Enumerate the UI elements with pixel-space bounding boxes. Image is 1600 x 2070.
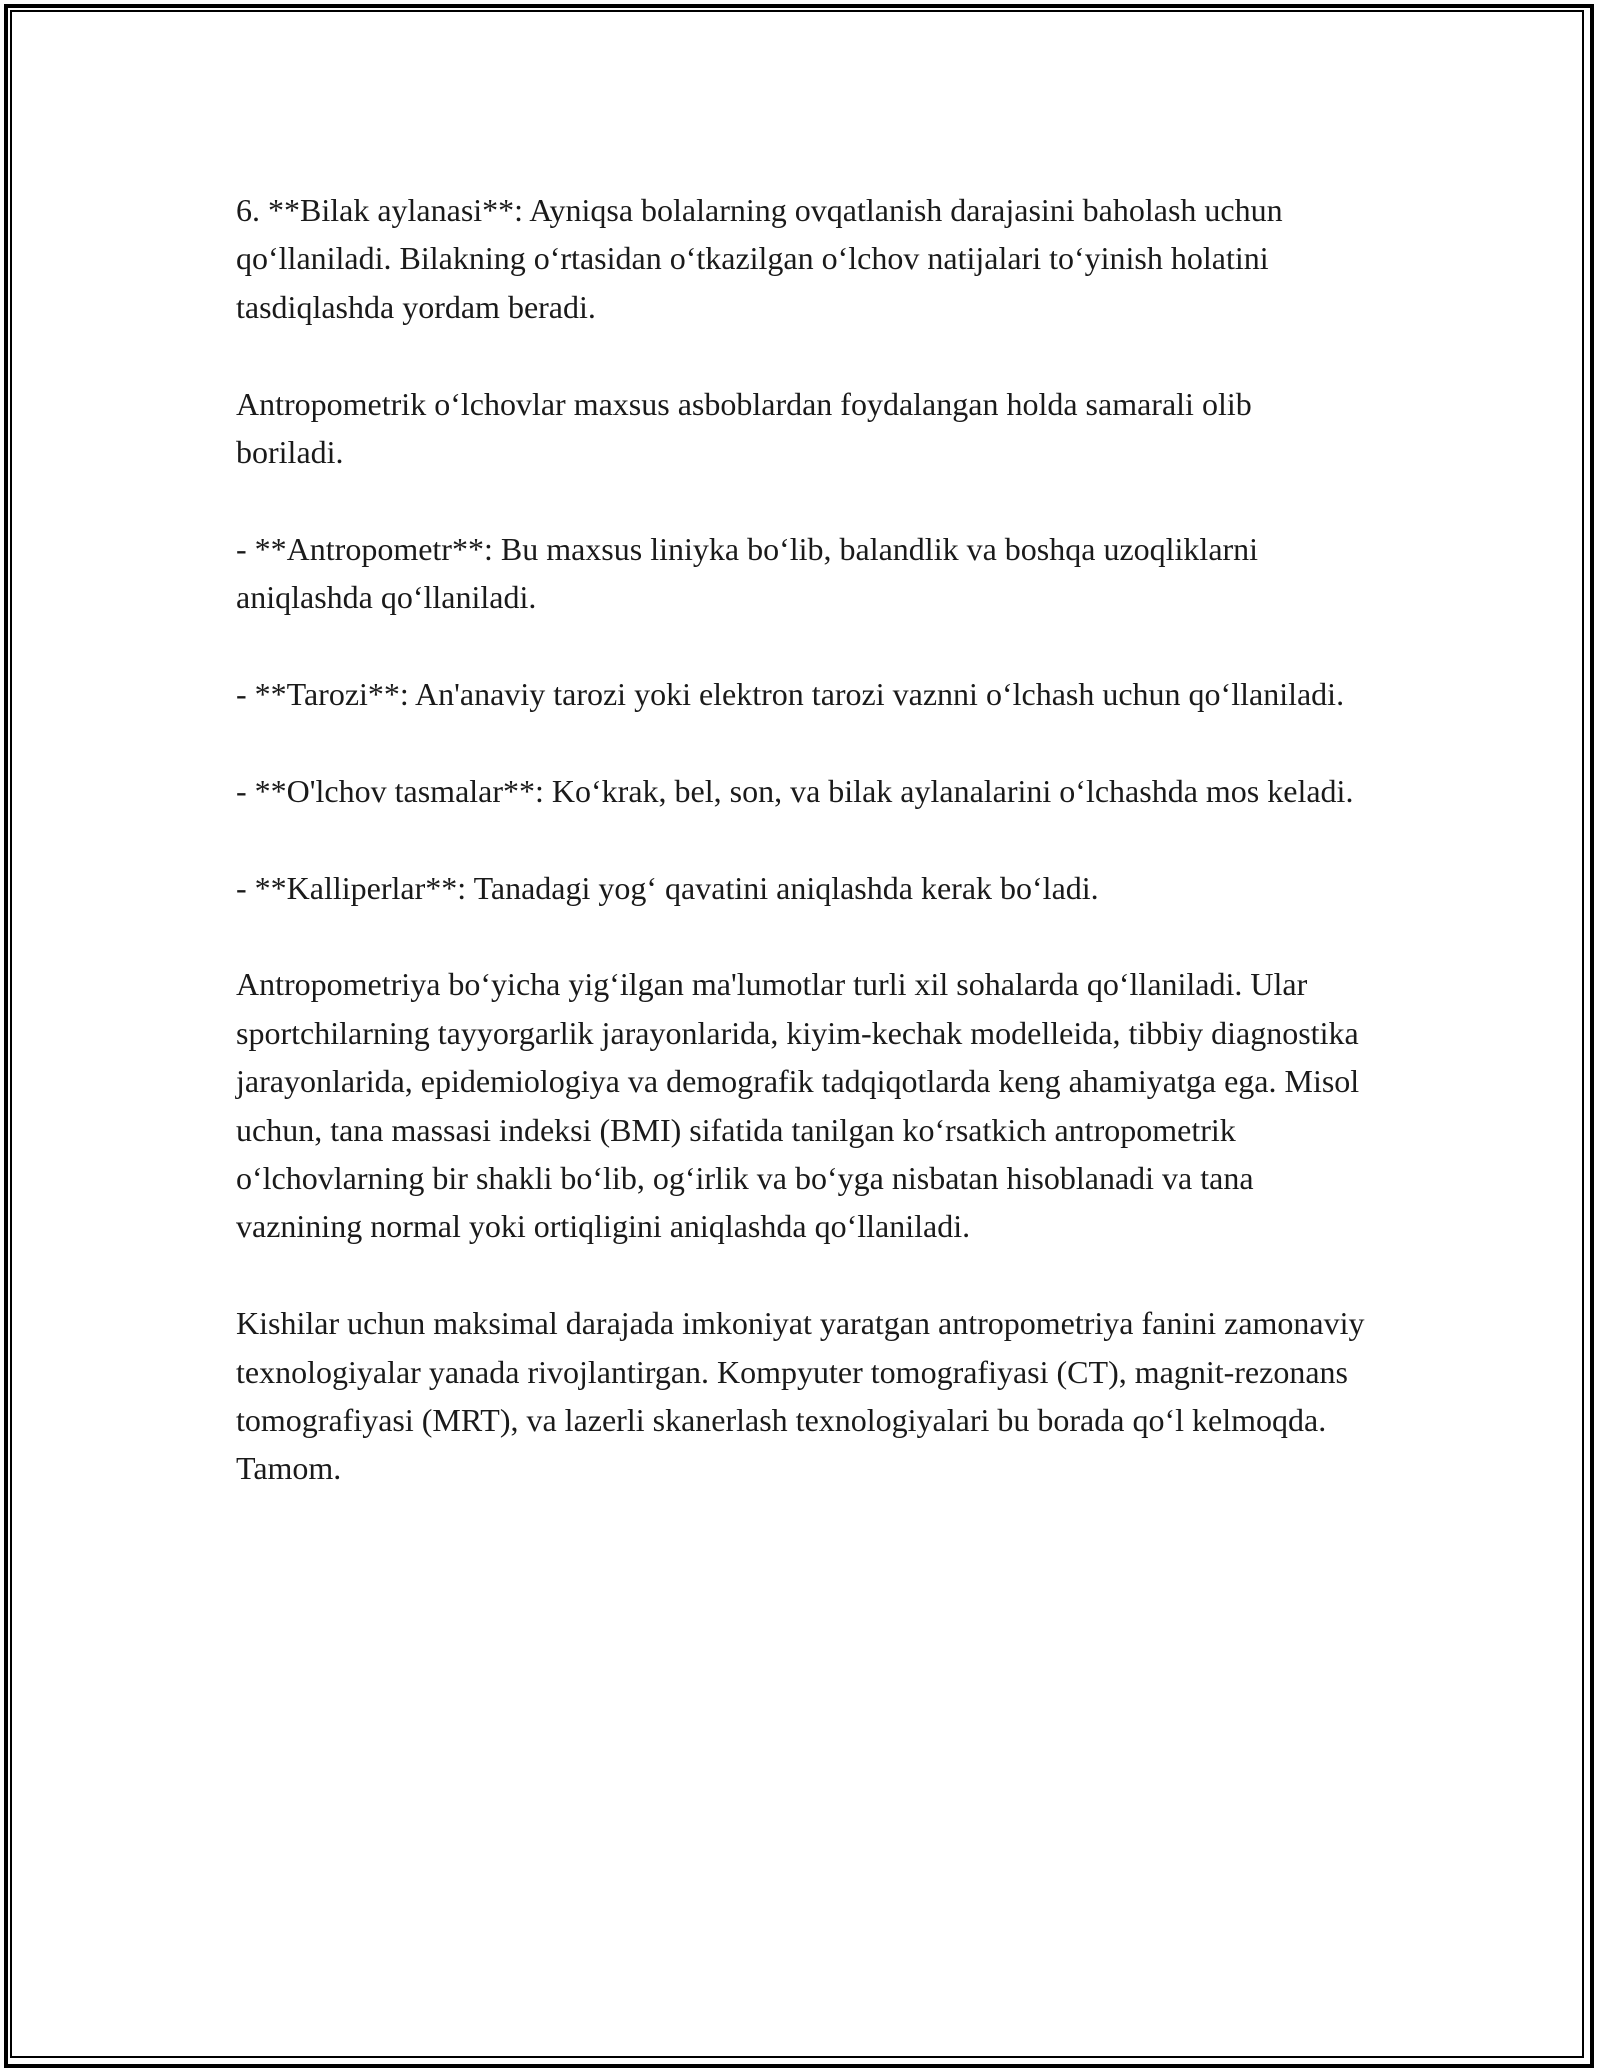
list-item-antropometr: - **Antropometr**: Bu maxsus liniyka bo‘lib, balandlik va boshqa uzoqliklarni aniqlashda qo‘llaniladi.: [236, 530, 1259, 616]
paragraph-antropometrik-olchovlar: Antropometrik o‘lchovlar maxsus asboblardan foydalangan holda samarali olib boriladi.: [236, 385, 1252, 471]
document-body: [236, 186, 1366, 1541]
list-item-tarozi: - **Tarozi**: An'anaviy tarozi yoki elektron tarozi vaznni o‘lchash uchun qo‘llaniladi.: [236, 676, 1345, 713]
paragraph-malumotlar: Antropometriya bo‘yicha yig‘ilgan ma'lumotlar turli xil sohalarda qo‘llaniladi. Ular sportchilarning tayyorgarlik jarayonlarida, kiyim-kechak modelleida, tibbiy diagnostika jarayonlarida, epidemiologiya va demografik tadqiqotlarda keng ahamiyatga ega. Misol uchun, tana massasi indeksi (BMI) sifatida tanilgan ko‘rsatkich antropometrik o‘lchovlarning bir shakli bo‘lib, og‘irlik va bo‘yga nisbatan hisoblanadi va tana vaznining normal yoki ortiqligini aniqlashda qo‘llaniladi.: [236, 966, 1360, 1245]
list-item-kalliperlar: - **Kalliperlar**: Tanadagi yog‘ qavatini aniqlashda kerak bo‘ladi.: [236, 869, 1099, 906]
paragraph-texnologiyalar: Kishilar uchun maksimal darajada imkoniyat yaratgan antropometriya fanini zamonaviy texnologiyalar yanada rivojlantirgan. Kompyuter tomografiyasi (CT), magnit-rezonans tomografiyasi (MRT), va lazerli skanerlash texnologiyalari bu borada qo‘l kelmoqda. Tamom.: [236, 1305, 1365, 1487]
paragraph-bilak-aylanasi: 6. **Bilak aylanasi**: Ayniqsa bolalarning ovqatlanish darajasini baholash uchun qo‘llaniladi. Bilakning o‘rtasidan o‘tkazilgan o‘lchov natijalari to‘yinish holatini tasdiqlashda yordam beradi.: [236, 192, 1283, 325]
list-item-olchov-tasmalar: - **O'lchov tasmalar**: Ko‘krak, bel, son, va bilak aylanalarini o‘lchashda mos keladi.: [236, 772, 1354, 809]
